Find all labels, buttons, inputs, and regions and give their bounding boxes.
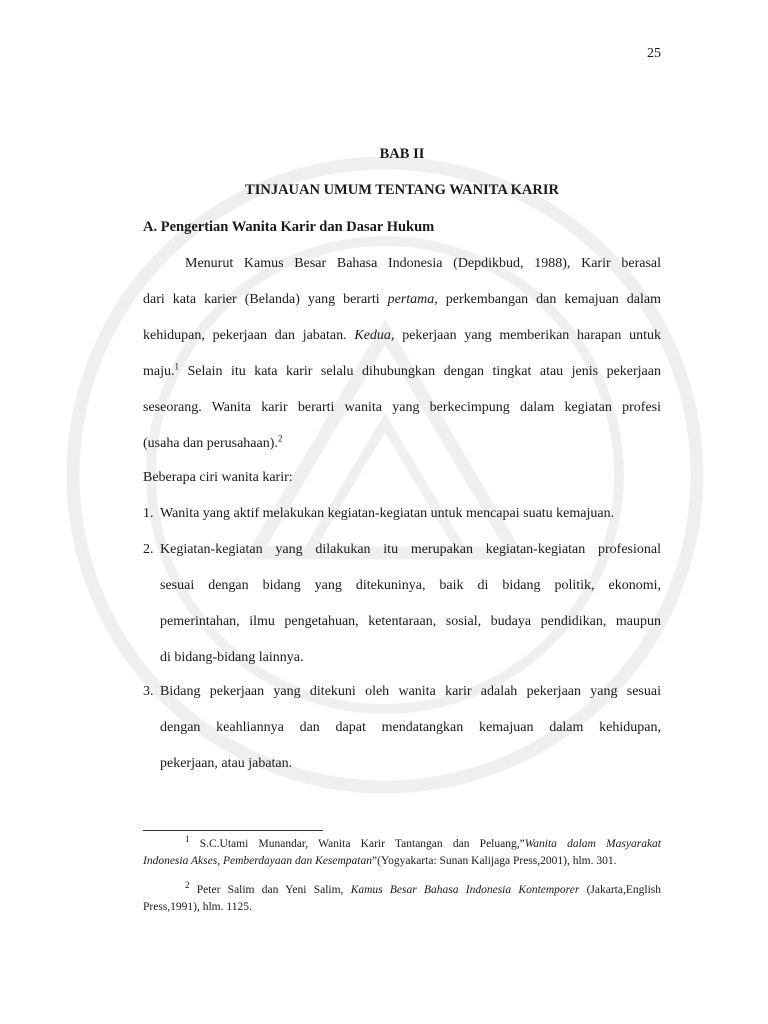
footnote-number: 2: [185, 880, 190, 891]
footnote-1: $^1$ S.C.Utami Munandar, Wanita Karir Tantangan dan Peluang,”Wanita dalam Masyarakat Indonesia Akses, Pemberdayaan dan Kesempatan”(Yogyakarta: Sunan Kalijaga Press,2001), hlm. 301.: [143, 834, 661, 867]
list-number: 3.: [143, 684, 154, 699]
list-number: 1.: [143, 506, 154, 521]
paragraph-line: seseorang. Wanita karir berarti wanita yang berkecimpung dalam kegiatan profesi: [143, 400, 661, 415]
paragraph-line: dari kata karier (Belanda) yang berarti pertama, perkembangan dan kemajuan dalam: [143, 292, 661, 307]
paragraph-line: Menurut Kamus Besar Bahasa Indonesia (Depdikbud, 1988), Karir berasal: [185, 256, 661, 271]
list-line: sesuai dengan bidang yang ditekuninya, baik di bidang politik, ekonomi,: [160, 578, 661, 593]
chapter-title: TINJAUAN UMUM TENTANG WANITA KARIR: [245, 182, 559, 198]
paragraph-line: (usaha dan perusahaan).$^2$: [143, 433, 283, 451]
footnote-number: 1: [185, 834, 190, 845]
list-line: Kegiatan-kegiatan yang dilakukan itu merupakan kegiatan-kegiatan profesional: [160, 542, 661, 557]
list-intro: Beberapa ciri wanita karir:: [143, 470, 293, 485]
paragraph-definition: [143, 246, 661, 462]
list-line: dengan keahliannya dan dapat mendatangkan kemajuan dalam kehidupan,: [160, 720, 661, 735]
list-number: 2.: [143, 542, 154, 557]
paragraph-line: kehidupan, pekerjaan dan jabatan. Kedua, pekerjaan yang memberikan harapan untuk: [143, 328, 661, 343]
list-line: Bidang pekerjaan yang ditekuni oleh wanita karir adalah pekerjaan yang sesuai: [160, 684, 661, 699]
paragraph-line: maju.$^1$ Selain itu kata karir selalu dihubungkan dengan tingkat atau jenis pekerjaan: [143, 361, 661, 379]
footnote-separator: [143, 830, 323, 831]
list-line: pekerjaan, atau jabatan.: [160, 756, 293, 771]
chapter-label: BAB II: [379, 146, 425, 162]
list-line: pemerintahan, ilmu pengetahuan, ketentaraan, sosial, budaya pendidikan, maupun: [160, 614, 661, 629]
page-number: 25: [647, 46, 661, 61]
list-line: di bidang-bidang lainnya.: [160, 650, 304, 665]
list-line: Wanita yang aktif melakukan kegiatan-kegiatan untuk mencapai suatu kemajuan.: [160, 506, 615, 521]
section-title: A. Pengertian Wanita Karir dan Dasar Hukum: [143, 219, 435, 235]
footnote-ref-1[interactable]: 1: [174, 361, 179, 372]
footnote-ref-2[interactable]: 2: [277, 433, 283, 444]
footnote-2: $^2$ Peter Salim dan Yeni Salim, Kamus Besar Bahasa Indonesia Kontemporer (Jakarta,English Press,1991), hlm. 1125.: [143, 880, 661, 913]
